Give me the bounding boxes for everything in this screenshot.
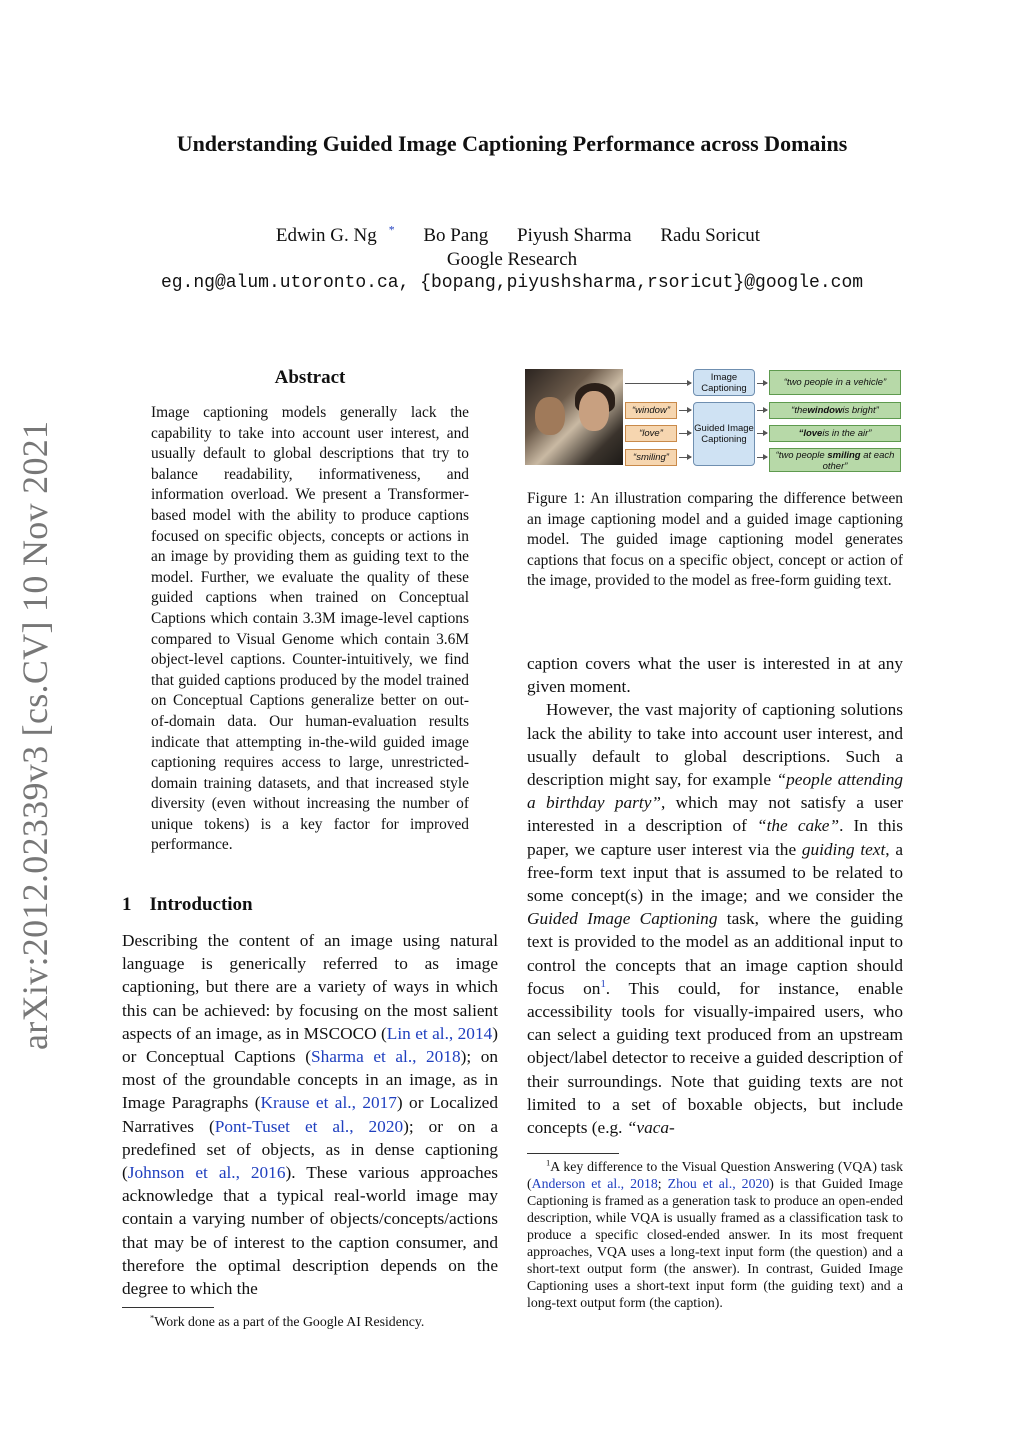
arrow-icon (679, 457, 691, 458)
intro-text: , a free-form text input that is assumed to be related to some concept(s) in the image; and we consider the (527, 839, 903, 906)
caption-fragment: is in the air” (822, 428, 872, 439)
example-quote: “vaca- (626, 1118, 675, 1138)
citation-sharma-2018[interactable]: Sharma et al., 2018 (310, 1047, 461, 1067)
caption-fragment: is bright” (842, 405, 879, 416)
guide-love: “love” (625, 425, 677, 442)
citation-pont-tuset-2020[interactable]: Pont-Tuset et al., 2020 (214, 1116, 404, 1136)
author-emails: eg.ng@alum.utoronto.ca, {bopang,piyushsharma,rsoricut}@google.com (160, 273, 864, 293)
abstract-heading: Abstract (274, 367, 346, 388)
intro-text: However, the vast majority of captioning solutions lack the ability to take into account user interest, and usually default to global descriptions. Such a description might say, for example (527, 700, 903, 790)
footnote-text: Work done as a part of the Google AI Residency. (154, 1314, 425, 1329)
example-quote: “the cake” (757, 816, 840, 836)
intro-text: Describing the content of an image using natural language is generically referred to as image captioning, but there are a variety of ways in which this can be achieved: by focusing on the most salient aspects of an image, as in MSCOCO ( (122, 931, 498, 1043)
footnote-text: ; (657, 1176, 668, 1191)
arrow-icon (757, 457, 767, 458)
footnote-divider (527, 1153, 619, 1154)
footnote-vqa (527, 1158, 903, 1311)
arrow-icon (757, 410, 767, 411)
term-emphasis: Guided Image Captioning (527, 909, 718, 929)
author-name (264, 225, 395, 246)
intro-text: ). These various approaches acknowledge that a typical real-world image may contain a varying number of objects/concepts/actions that may be of interest to the caption consumer, and therefore the optimal description depends on the degree to which the (122, 1163, 498, 1299)
author-soricut: Radu Soricut (660, 225, 761, 246)
intro-text: task, where the guiding text is provided to the model as an additional input to control the concepts that an image caption should focus on (527, 909, 903, 998)
caption-fragment: at each other” (822, 450, 895, 472)
guided-captioning-box: Guided Image Captioning (693, 402, 755, 466)
footnote-mark: * (150, 1312, 155, 1323)
footnote-body (527, 1158, 903, 1311)
intro-text: ) or Localized Narratives ( (122, 1093, 498, 1136)
output-caption-love (769, 425, 901, 442)
footnote-residency (122, 1313, 498, 1330)
section-number: 1 (122, 894, 132, 915)
author-sharma: Piyush Sharma (517, 225, 632, 246)
intro-text: ); on most of the groundable concepts in an image, as in Image Paragraphs ( (122, 1047, 498, 1113)
citation-johnson-2016[interactable]: Johnson et al., 2016 (127, 1163, 286, 1183)
intro-text: . In this paper, we capture user interest via the (527, 816, 903, 859)
arrow-icon (679, 410, 691, 411)
footnote-text: A key difference to the Visual Question Answering (VQA) task ( (527, 1159, 903, 1191)
guide-window: “window” (625, 402, 677, 419)
guide-smiling: “smiling” (625, 449, 677, 466)
intro-text: , which may not satisfy a user interested in a description of (527, 793, 904, 836)
citation-krause-2017[interactable]: Krause et al., 2017 (260, 1093, 397, 1113)
intro-text: . This could, for instance, enable accessibility tools for visually-impaired users, who can select a guiding text produced from an upstream object/label detector to receive a guided description of their surroundings. Note that guiding texts are not limited to a set of boxable objects, but include concepts (e.g. (527, 978, 903, 1138)
paper-title: Understanding Guided Image Captioning Performance across Domains (176, 131, 848, 156)
caption-fragment: “the (791, 405, 808, 416)
image-captioning-box: Image Captioning (693, 369, 755, 396)
footnote-mark: 1 (546, 1157, 551, 1168)
affiliation: Google Research (446, 249, 578, 270)
example-quote: “people attending a birthday party” (527, 770, 903, 813)
arrow-icon (757, 383, 767, 384)
intro-text: ); or on a predefined set of objects, as in dense captioning ( (122, 1116, 499, 1183)
intro-paragraph: caption covers what the user is interested in at any given moment. (527, 654, 903, 697)
author-ng: Edwin G. Ng (275, 225, 377, 246)
author-footnote-mark[interactable]: * (388, 223, 395, 237)
abstract-text: Image captioning models generally lack the capability to take into account user interest, and usually default to global descriptions that try to balance readability, informativeness, and information overload. We present a Transformer-based model with the ability to produce captions focused on specific objects, concepts or actions in an image by providing them as guiding text to the model. Further, we evaluate the quality of these guided captions when trained on Conceptual Captions which contain 3.3M image-level captions compared to Visual Genome which contain 3.6M object-level captions. Counter-intuitively, we find that guided captions produced by the model trained on Conceptual Captions generalize better on out-of-domain data. Our human-evaluation results indicate that attempting in-the-wild guided image captioning requires access to large, unrestricted-domain training datasets, and that increased style diversity (even without increasing the number of unique tokens) is a key factor for improved performance. (151, 404, 469, 854)
citation-zhou-2020[interactable]: Zhou et al., 2020 (667, 1176, 770, 1191)
author-list (0, 225, 1024, 247)
citation-anderson-2018[interactable]: Anderson et al., 2018 (531, 1176, 658, 1191)
caption-highlight: window (807, 405, 843, 416)
output-caption-window (769, 402, 901, 419)
arxiv-identifier: arXiv:2012.02339v3 [cs.CV] 10 Nov 2021 (15, 420, 55, 1050)
footnote-text: ) is that Guided Image Captioning is framed as a generation task to produce an open-ended description, while VQA is usually framed as a classification task to produce a specific closed-ended answer. In its most frequent approaches, VQA uses a long-text input form (the question) and a short-text output form (the answer). In contrast, Guided Image Captioning uses a short-text input form (the guiding text) and a long-text output form (the caption). (527, 1176, 903, 1310)
intro-paragraph (527, 698, 903, 1139)
intro-left-column (122, 929, 498, 1300)
author-pang: Bo Pang (423, 225, 489, 246)
footnote-divider (122, 1307, 214, 1308)
section-heading-introduction (122, 894, 253, 916)
arrow-icon (757, 433, 767, 434)
output-caption-smiling (769, 448, 901, 472)
arrow-icon (625, 383, 691, 384)
person-face (579, 391, 609, 431)
output-caption-top: “two people in a vehicle” (769, 370, 901, 395)
caption-highlight: “love (798, 428, 823, 439)
person-face (535, 397, 565, 435)
caption-fragment: “two people (775, 450, 828, 461)
footnote-ref-1[interactable]: 1 (600, 978, 606, 991)
figure-caption: Figure 1: An illustration comparing the difference between an image captioning model and a guided image captioning model. The guided image captioning model generates captions that focus on a specific object, concept or action of the image, provided to the model as free-form guiding text. (527, 490, 903, 590)
section-title: Introduction (149, 894, 253, 915)
couple-photo (525, 369, 623, 465)
caption-highlight: smiling (827, 450, 861, 461)
arrow-icon (679, 433, 691, 434)
term-emphasis: guiding text (801, 839, 886, 859)
intro-right-column (527, 652, 903, 1139)
intro-text: ) or Conceptual Captions ( (122, 1023, 498, 1067)
figure-1 (525, 366, 905, 472)
citation-lin-2014[interactable]: Lin et al., 2014 (386, 1023, 493, 1043)
